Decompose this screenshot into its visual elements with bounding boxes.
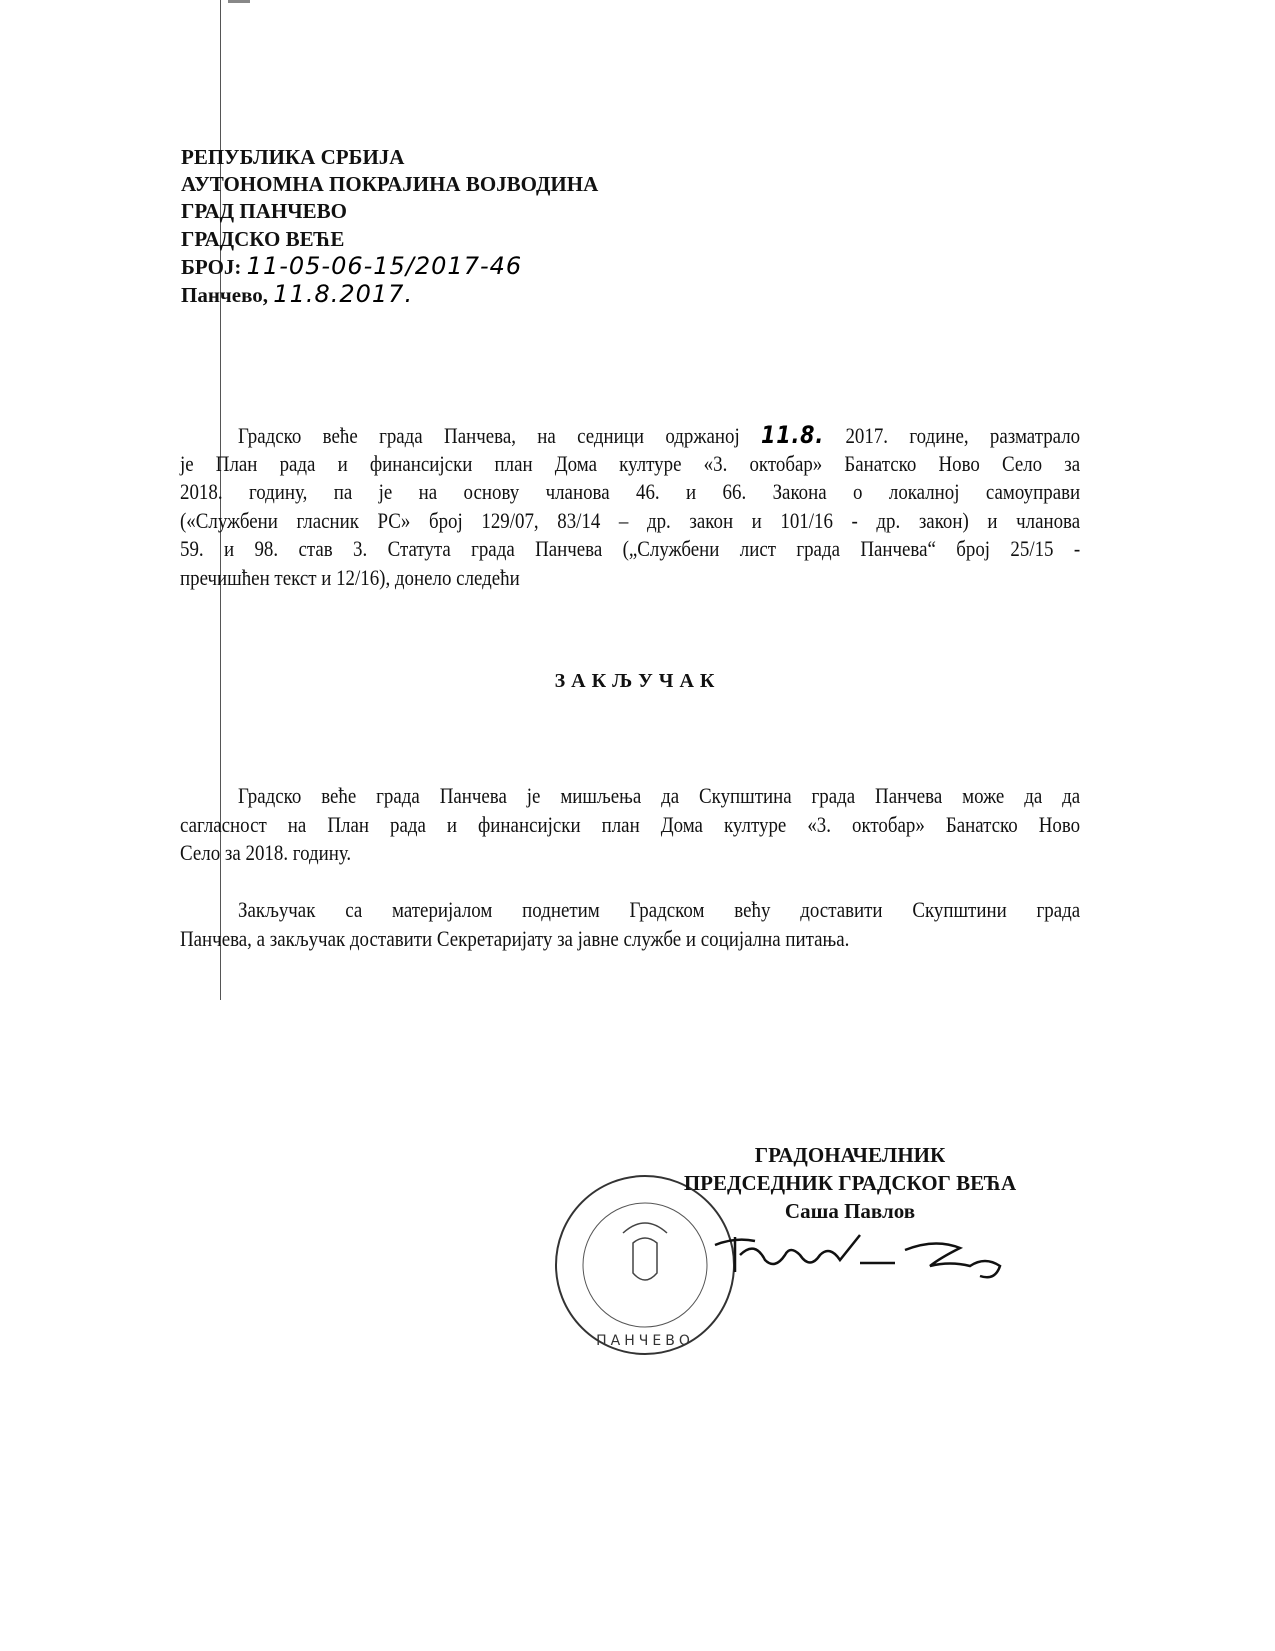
text: Закључак са материјалом поднетим Градском већу доставити Скупштини града — [238, 897, 1081, 922]
text-line — [180, 478, 1080, 507]
text-line — [180, 564, 1080, 593]
text-line — [180, 782, 1080, 811]
document-date — [181, 281, 598, 309]
text-line — [180, 896, 1080, 925]
text-line — [180, 450, 1080, 479]
handwritten-number: 11-05-06-15/2017-46 — [246, 251, 523, 280]
document-header — [181, 144, 598, 309]
number-label: БРОЈ: — [181, 254, 242, 279]
place-label: Панчево, — [181, 283, 269, 308]
text-line — [180, 811, 1080, 840]
document-number — [181, 253, 598, 281]
scan-mark — [228, 0, 250, 3]
text: сагласност на План рада и финансијски план Дома културе «3. октобар» Банатско Ново — [180, 811, 1081, 837]
conclusion-paragraph-1 — [180, 782, 1080, 868]
signature-block — [640, 1141, 1060, 1225]
handwritten-signature — [710, 1225, 1040, 1290]
text-line — [180, 839, 1080, 868]
header-line: АУТОНОМНА ПОКРАЈИНА ВОЈВОДИНА — [181, 172, 599, 197]
text-line — [180, 535, 1080, 564]
header-line: РЕПУБЛИКА СРБИЈА — [181, 145, 405, 169]
handwritten-session-date: 11.8. — [761, 421, 825, 449]
text: је План рада и финансијски план Дома културе «3. октобар» Банатско Ново Село за — [180, 450, 1081, 476]
text-line — [180, 925, 1080, 954]
text-line — [180, 421, 1080, 450]
text: Панчева, а закључак доставити Секретаријату за јавне службе и социјална питања. — [180, 925, 850, 951]
signatory-title: ГРАДОНАЧЕЛНИК — [754, 1143, 946, 1167]
header-line: ГРАД ПАНЧЕВО — [181, 199, 347, 224]
text: пречишћен текст и 12/16), донело следећи — [180, 564, 520, 590]
conclusion-paragraph-2 — [180, 896, 1080, 953]
text: («Службени гласник РС» број 129/07, 83/14 – др. закон и 101/16 - др. закон) и чланова — [180, 507, 1081, 533]
text: Градско веће града Панчева, на седници одржаној — [238, 423, 740, 448]
text: 2018. годину, па је на основу чланова 46. и 66. Закона о локалној самоуправи — [180, 479, 1081, 505]
header-line: ГРАДСКО ВЕЋЕ — [181, 226, 345, 251]
handwritten-date: 11.8.2017. — [273, 280, 414, 309]
text: Село за 2018. годину. — [180, 840, 352, 866]
signatory-name: Саша Павлов — [784, 1199, 916, 1223]
preamble-paragraph — [180, 421, 1080, 593]
text: Градско веће града Панчева је мишљења да Скупштина града Панчева може да да — [238, 783, 1081, 808]
svg-text:ПАНЧЕВО: ПАНЧЕВО — [596, 1333, 694, 1349]
text-line — [180, 507, 1080, 536]
document-title: ЗАКЉУЧАК — [554, 670, 721, 692]
text: 2017. године, разматрало — [845, 423, 1081, 448]
signatory-title: ПРЕДСЕДНИК ГРАДСКОГ ВЕЋА — [683, 1171, 1017, 1195]
text: 59. и 98. став 3. Статута града Панчева („Службени лист града Панчева“ број 25/15 - — [180, 536, 1081, 562]
